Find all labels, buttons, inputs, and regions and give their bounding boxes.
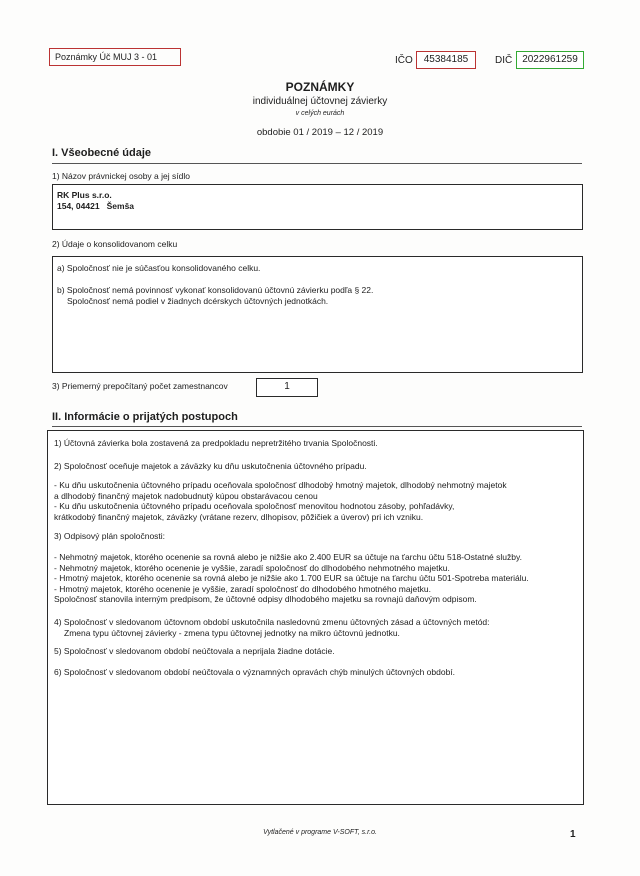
q2-item-b-detail: Spoločnosť nemá podiel v žiadnych dcérskych účtovných jednotkách. <box>67 296 329 306</box>
q3-label: 3) Priemerný prepočítaný počet zamestnancov <box>52 381 228 391</box>
page-number: 1 <box>570 829 576 840</box>
q2-label: 2) Údaje o konsolidovanom celku <box>52 239 178 249</box>
q1-box <box>52 184 583 230</box>
q2-item-b: b) Spoločnosť nemá povinnosť vykonať konsolidovanú účtovnú závierku podľa § 22. <box>57 285 374 295</box>
dic-field: 2022961259 <box>516 51 584 69</box>
form-identifier: Poznámky Úč MUJ 3 - 01 <box>49 48 181 66</box>
printed-by: Vytlačené v programe V-SOFT, s.r.o. <box>263 829 377 836</box>
q2-item-a: a) Spoločnosť nie je súčasťou konsolidovaného celku. <box>57 263 261 273</box>
q1-label: 1) Názov právnickej osoby a jej sídlo <box>52 171 190 181</box>
ico-field: 45384185 <box>416 51 476 69</box>
company-name: RK Plus s.r.o. <box>57 190 112 200</box>
period: obdobie 01 / 2019 – 12 / 2019 <box>256 127 384 138</box>
section-2-rule <box>52 426 582 427</box>
policy-3: 3) Odpisový plán spoločnosti: <box>54 531 166 541</box>
policy-5: 5) Spoločnosť v sledovanom období neúčtovala a neprijala žiadne dotácie. <box>54 646 335 656</box>
employee-count-field: 1 <box>256 378 318 397</box>
policy-2-detail: - Ku dňu uskutočnenia účtovného prípadu oceňovala spoločnosť dlhodobý hmotný majetok, dlhodobý nehmotný majetok a dlhodobý finančný majetok nadobudnutý kúpou obstarávacou cenou - Ku dňu uskutočnenia účtovného prípadu oceňovala spoločnosť menovitou hodnotou zásoby, pohľadávky, krátkodobý finančný majetok, záväzky (vrátane rezerv, dlhopisov, pôžičiek a úverov) pri ich vzniku. <box>54 480 507 522</box>
section-1-heading: I. Všeobecné údaje <box>52 147 152 159</box>
policy-4: 4) Spoločnosť v sledovanom účtovnom období uskutočnila nasledovnú zmenu účtovných zásad a účtovných metód: <box>54 617 490 627</box>
policy-2: 2) Spoločnosť oceňuje majetok a záväzky ku dňu uskutočnenia účtovného prípadu. <box>54 461 367 471</box>
policy-1: 1) Účtovná závierka bola zostavená za predpokladu nepretržitého trvania Spoločnosti. <box>54 438 378 448</box>
currency-note: v celých eurách <box>295 110 345 117</box>
policy-6: 6) Spoločnosť v sledovanom období neúčtovala o významných opravách chýb minulých účtovných období. <box>54 667 456 677</box>
section-1-rule <box>52 163 582 164</box>
q2-box <box>52 256 583 373</box>
policies-box <box>47 430 584 805</box>
company-address: 154, 04421 Šemša <box>57 201 135 211</box>
dic-label: DIČ <box>495 55 513 66</box>
section-2-heading: II. Informácie o prijatých postupoch <box>52 411 238 423</box>
policy-3-detail: - Nehmotný majetok, ktorého ocenenie sa rovná alebo je nižšie ako 2.400 EUR sa účtuje na ťarchu účtu 518-Ostatné služby. - Nehmotný majetok, ktorého ocenenie je vyššie, zaradí spoločnosť do dlhodobého nehmotného majetku. - Hmotný majetok, ktorého ocenenie sa rovná alebo je nižšie ako 1.700 EUR sa účtuje na ťarchu účtu 501-Spotreba materiálu. - Hmotný majetok, ktorého ocenenie je vyššie, zaradí spoločnosť do dlhodobého hmotného majetku. Spoločnosť stanovila interným predpisom, že účtovné odpisy dlhodobého majetku sa rovnajú daňovým odpisom. <box>54 552 529 604</box>
ico-label: IČO <box>395 55 413 66</box>
document-title: POZNÁMKY <box>285 80 355 94</box>
policy-4-detail: Zmena typu účtovnej závierky - zmena typu účtovnej jednotky na mikro účtovnú jednotku. <box>64 628 400 638</box>
document-subtitle: individuálnej účtovnej závierky <box>252 96 388 107</box>
